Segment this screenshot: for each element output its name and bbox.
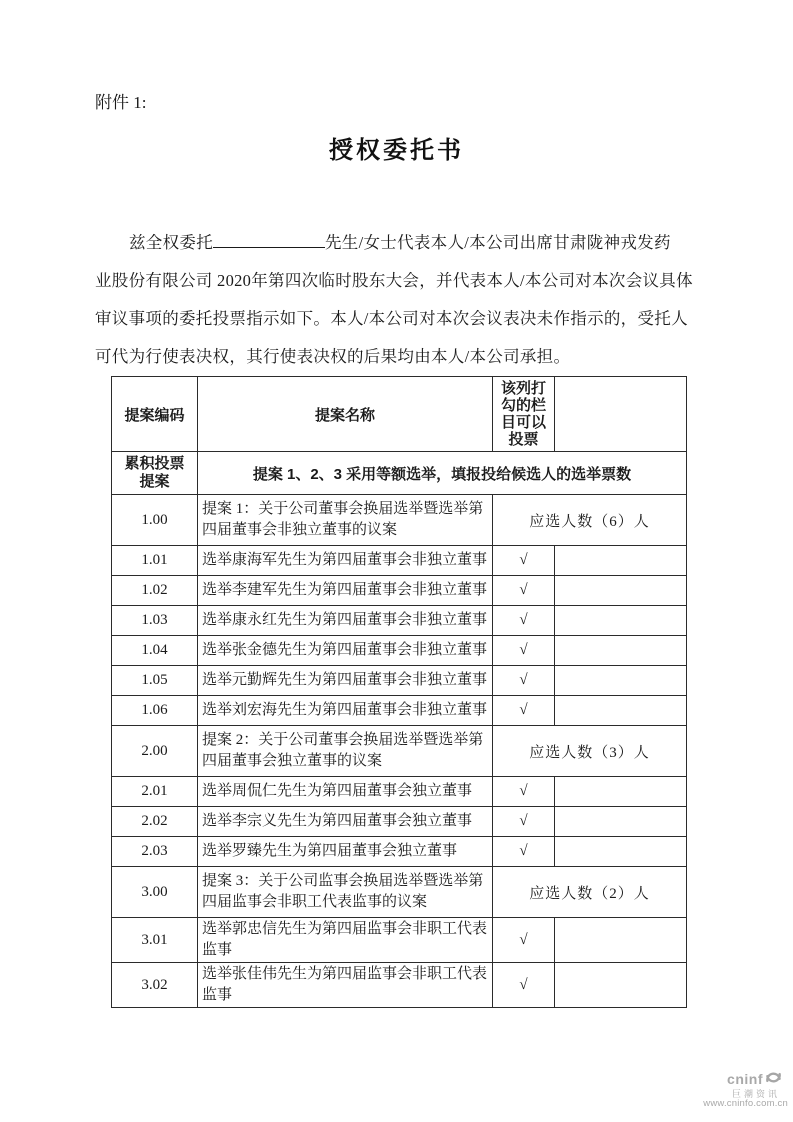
proposal-name: 选举郭忠信先生为第四届监事会非职工代表监事 <box>198 918 493 963</box>
paragraph-line-3: 审议事项的委托投票指示如下。本人/本公司对本次会议表决未作指示的，受托人 <box>95 309 688 328</box>
proposal-code: 2.03 <box>112 837 198 867</box>
table-row <box>112 777 687 807</box>
vote-checkmark: √ <box>493 696 555 726</box>
seats-required-text: 应选人数（6）人 <box>493 495 687 546</box>
vote-checkmark: √ <box>493 666 555 696</box>
table-row <box>112 837 687 867</box>
proposal-code: 3.01 <box>112 918 198 963</box>
proposal-name: 选举康永红先生为第四届董事会非独立董事 <box>198 606 493 636</box>
vote-count-blank-cell <box>555 918 687 963</box>
proposal-name: 选举元勤辉先生为第四届董事会非独立董事 <box>198 666 493 696</box>
header-col-blank <box>555 377 687 452</box>
proposal-code: 1.01 <box>112 546 198 576</box>
proposal-table <box>111 376 687 1008</box>
table-row <box>112 696 687 726</box>
table-row <box>112 546 687 576</box>
proposal-name: 选举李建军先生为第四届董事会非独立董事 <box>198 576 493 606</box>
table-row <box>112 807 687 837</box>
table-row <box>112 867 687 918</box>
table-row <box>112 495 687 546</box>
table-row <box>112 606 687 636</box>
vote-count-blank-cell <box>555 963 687 1008</box>
proposal-name: 选举张金德先生为第四届董事会非独立董事 <box>198 636 493 666</box>
table-header-row-2 <box>112 452 687 495</box>
proposal-code: 1.02 <box>112 576 198 606</box>
seats-required-text: 应选人数（3）人 <box>493 726 687 777</box>
vote-count-blank-cell <box>555 606 687 636</box>
header-col-vote: 该列打勾的栏目可以投票 <box>493 377 555 452</box>
authorization-paragraph <box>95 224 703 376</box>
proposal-code: 3.02 <box>112 963 198 1008</box>
header-col-name: 提案名称 <box>198 377 493 452</box>
proposal-name: 选举罗臻先生为第四届董事会独立董事 <box>198 837 493 867</box>
table-row <box>112 576 687 606</box>
vote-checkmark: √ <box>493 606 555 636</box>
vote-count-blank-cell <box>555 837 687 867</box>
table-row <box>112 963 687 1008</box>
proposal-code: 2.00 <box>112 726 198 777</box>
cninfo-logo <box>678 1070 788 1110</box>
vote-checkmark: √ <box>493 576 555 606</box>
page-title: 授权委托书 <box>329 137 464 164</box>
vote-checkmark: √ <box>493 636 555 666</box>
paragraph-lead: 兹全权委托 <box>129 233 213 252</box>
header-equal-election-note: 提案 1、2、3 采用等额选举，填报投给候选人的选举票数 <box>198 452 687 495</box>
proposal-name: 选举周侃仁先生为第四届董事会独立董事 <box>198 777 493 807</box>
vote-checkmark: √ <box>493 837 555 867</box>
vote-count-blank-cell <box>555 576 687 606</box>
proposal-code: 1.04 <box>112 636 198 666</box>
cninfo-brand-text: cninf <box>727 1071 763 1088</box>
proposal-code: 1.05 <box>112 666 198 696</box>
proposal-name: 提案 3：关于公司监事会换届选举暨选举第四届监事会非职工代表监事的议案 <box>198 867 493 918</box>
vote-checkmark: √ <box>493 807 555 837</box>
header-cumulative-voting-label: 累积投票提案 <box>112 452 198 495</box>
table-header-row-1 <box>112 377 687 452</box>
header-col-code: 提案编码 <box>112 377 198 452</box>
proposal-name: 选举刘宏海先生为第四届董事会非独立董事 <box>198 696 493 726</box>
vote-checkmark: √ <box>493 546 555 576</box>
cninfo-brand-row <box>678 1070 788 1090</box>
vote-count-blank-cell <box>555 666 687 696</box>
table-row <box>112 666 687 696</box>
proxy-name-blank-line <box>213 231 325 249</box>
proposal-name: 选举张佳伟先生为第四届监事会非职工代表监事 <box>198 963 493 1008</box>
vote-count-blank-cell <box>555 696 687 726</box>
paragraph-line-2: 业股份有限公司 2020年第四次临时股东大会，并代表本人/本公司对本次会议具体 <box>95 271 693 290</box>
vote-checkmark: √ <box>493 777 555 807</box>
proposal-table-body <box>112 495 687 1008</box>
proposal-name: 提案 2：关于公司董事会换届选举暨选举第四届董事会独立董事的议案 <box>198 726 493 777</box>
vote-count-blank-cell <box>555 636 687 666</box>
proposal-name: 提案 1：关于公司董事会换届选举暨选举第四届董事会非独立董事的议案 <box>198 495 493 546</box>
attachment-label: 附件 1: <box>95 93 147 112</box>
table-row <box>112 636 687 666</box>
paragraph-line-4: 可代为行使表决权，其行使表决权的后果均由本人/本公司承担。 <box>95 347 571 366</box>
proposal-code: 1.06 <box>112 696 198 726</box>
proposal-code: 2.02 <box>112 807 198 837</box>
paragraph-line-1-rest: 先生/女士代表本人/本公司出席甘肃陇神戎发药 <box>325 233 671 252</box>
seats-required-text: 应选人数（2）人 <box>493 867 687 918</box>
proposal-code: 3.00 <box>112 867 198 918</box>
vote-checkmark: √ <box>493 963 555 1008</box>
vote-count-blank-cell <box>555 777 687 807</box>
proposal-code: 1.00 <box>112 495 198 546</box>
proposal-name: 选举康海军先生为第四届董事会非独立董事 <box>198 546 493 576</box>
paragraph-line-1 <box>95 224 703 262</box>
cninfo-url: www.cninfo.com.cn <box>703 1098 788 1110</box>
proposal-name: 选举李宗义先生为第四届董事会独立董事 <box>198 807 493 837</box>
vote-count-blank-cell <box>555 546 687 576</box>
table-row <box>112 918 687 963</box>
proposal-code: 1.03 <box>112 606 198 636</box>
table-row <box>112 726 687 777</box>
vote-count-blank-cell <box>555 807 687 837</box>
cninfo-swirl-icon <box>765 1070 782 1090</box>
cninfo-chinese-name: 巨潮资讯 <box>731 1088 780 1099</box>
proposal-code: 2.01 <box>112 777 198 807</box>
vote-checkmark: √ <box>493 918 555 963</box>
